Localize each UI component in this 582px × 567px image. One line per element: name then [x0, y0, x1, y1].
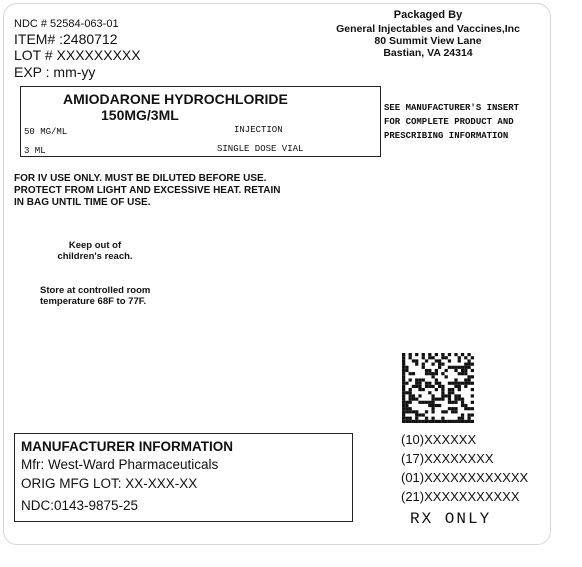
- insert-note-line1: SEE MANUFACTURER'S INSERT: [384, 103, 520, 113]
- datamatrix-barcode: [402, 353, 474, 428]
- warning-line2: PROTECT FROM LIGHT AND EXCESSIVE HEAT. RETAIN: [14, 185, 281, 196]
- manufacturer-info-box: [14, 433, 353, 522]
- keep-out-line2: children's reach.: [57, 251, 133, 262]
- manufacturer-ndc: NDC:0143-9875-25: [21, 498, 139, 513]
- packager-address-line1: 80 Summit View Lane: [374, 35, 482, 47]
- drug-volume: 3 ML: [24, 146, 46, 156]
- drug-strength: 150MG/3ML: [101, 107, 179, 123]
- drug-name: AMIODARONE HYDROCHLORIDE: [63, 91, 288, 107]
- vial-type: SINGLE DOSE VIAL: [217, 144, 304, 154]
- keep-out-line1: Keep out of: [68, 240, 122, 251]
- packager-name: General Injectables and Vaccines,Inc: [336, 23, 520, 35]
- barcode-field-gtin: (01)XXXXXXXXXXXX: [401, 470, 529, 485]
- expiration-date: EXP : mm-yy: [14, 64, 96, 80]
- storage-line2: temperature 68F to 77F.: [40, 296, 147, 307]
- manufacturer-heading: MANUFACTURER INFORMATION: [21, 439, 233, 454]
- rx-only-label: RX ONLY: [410, 510, 492, 528]
- drug-concentration: 50 MG/ML: [24, 127, 68, 137]
- barcode-field-serial: (21)XXXXXXXXXXX: [401, 489, 520, 504]
- item-number: ITEM# :2480712: [14, 31, 118, 47]
- storage-line1: Store at controlled room: [40, 285, 151, 296]
- lot-number: LOT # XXXXXXXXX: [14, 47, 141, 63]
- barcode-field-lot: (10)XXXXXX: [401, 432, 477, 447]
- insert-note-line3: PRESCRIBING INFORMATION: [384, 131, 509, 141]
- drug-info-box: [20, 86, 381, 157]
- warning-line1: FOR IV USE ONLY. MUST BE DILUTED BEFORE USE.: [14, 173, 267, 184]
- packager-address-line2: Bastian, VA 24314: [383, 47, 473, 59]
- manufacturer-name: Mfr: West-Ward Pharmaceuticals: [21, 457, 219, 472]
- packager-heading: Packaged By: [393, 9, 463, 21]
- warning-line3: IN BAG UNTIL TIME OF USE.: [14, 197, 151, 208]
- original-mfg-lot: ORIG MFG LOT: XX-XXX-XX: [21, 476, 198, 491]
- insert-note-line2: FOR COMPLETE PRODUCT AND: [384, 117, 514, 127]
- drug-form: INJECTION: [234, 125, 283, 135]
- ndc-number: NDC # 52584-063-01: [14, 18, 119, 30]
- barcode-field-expiry: (17)XXXXXXXX: [401, 451, 494, 466]
